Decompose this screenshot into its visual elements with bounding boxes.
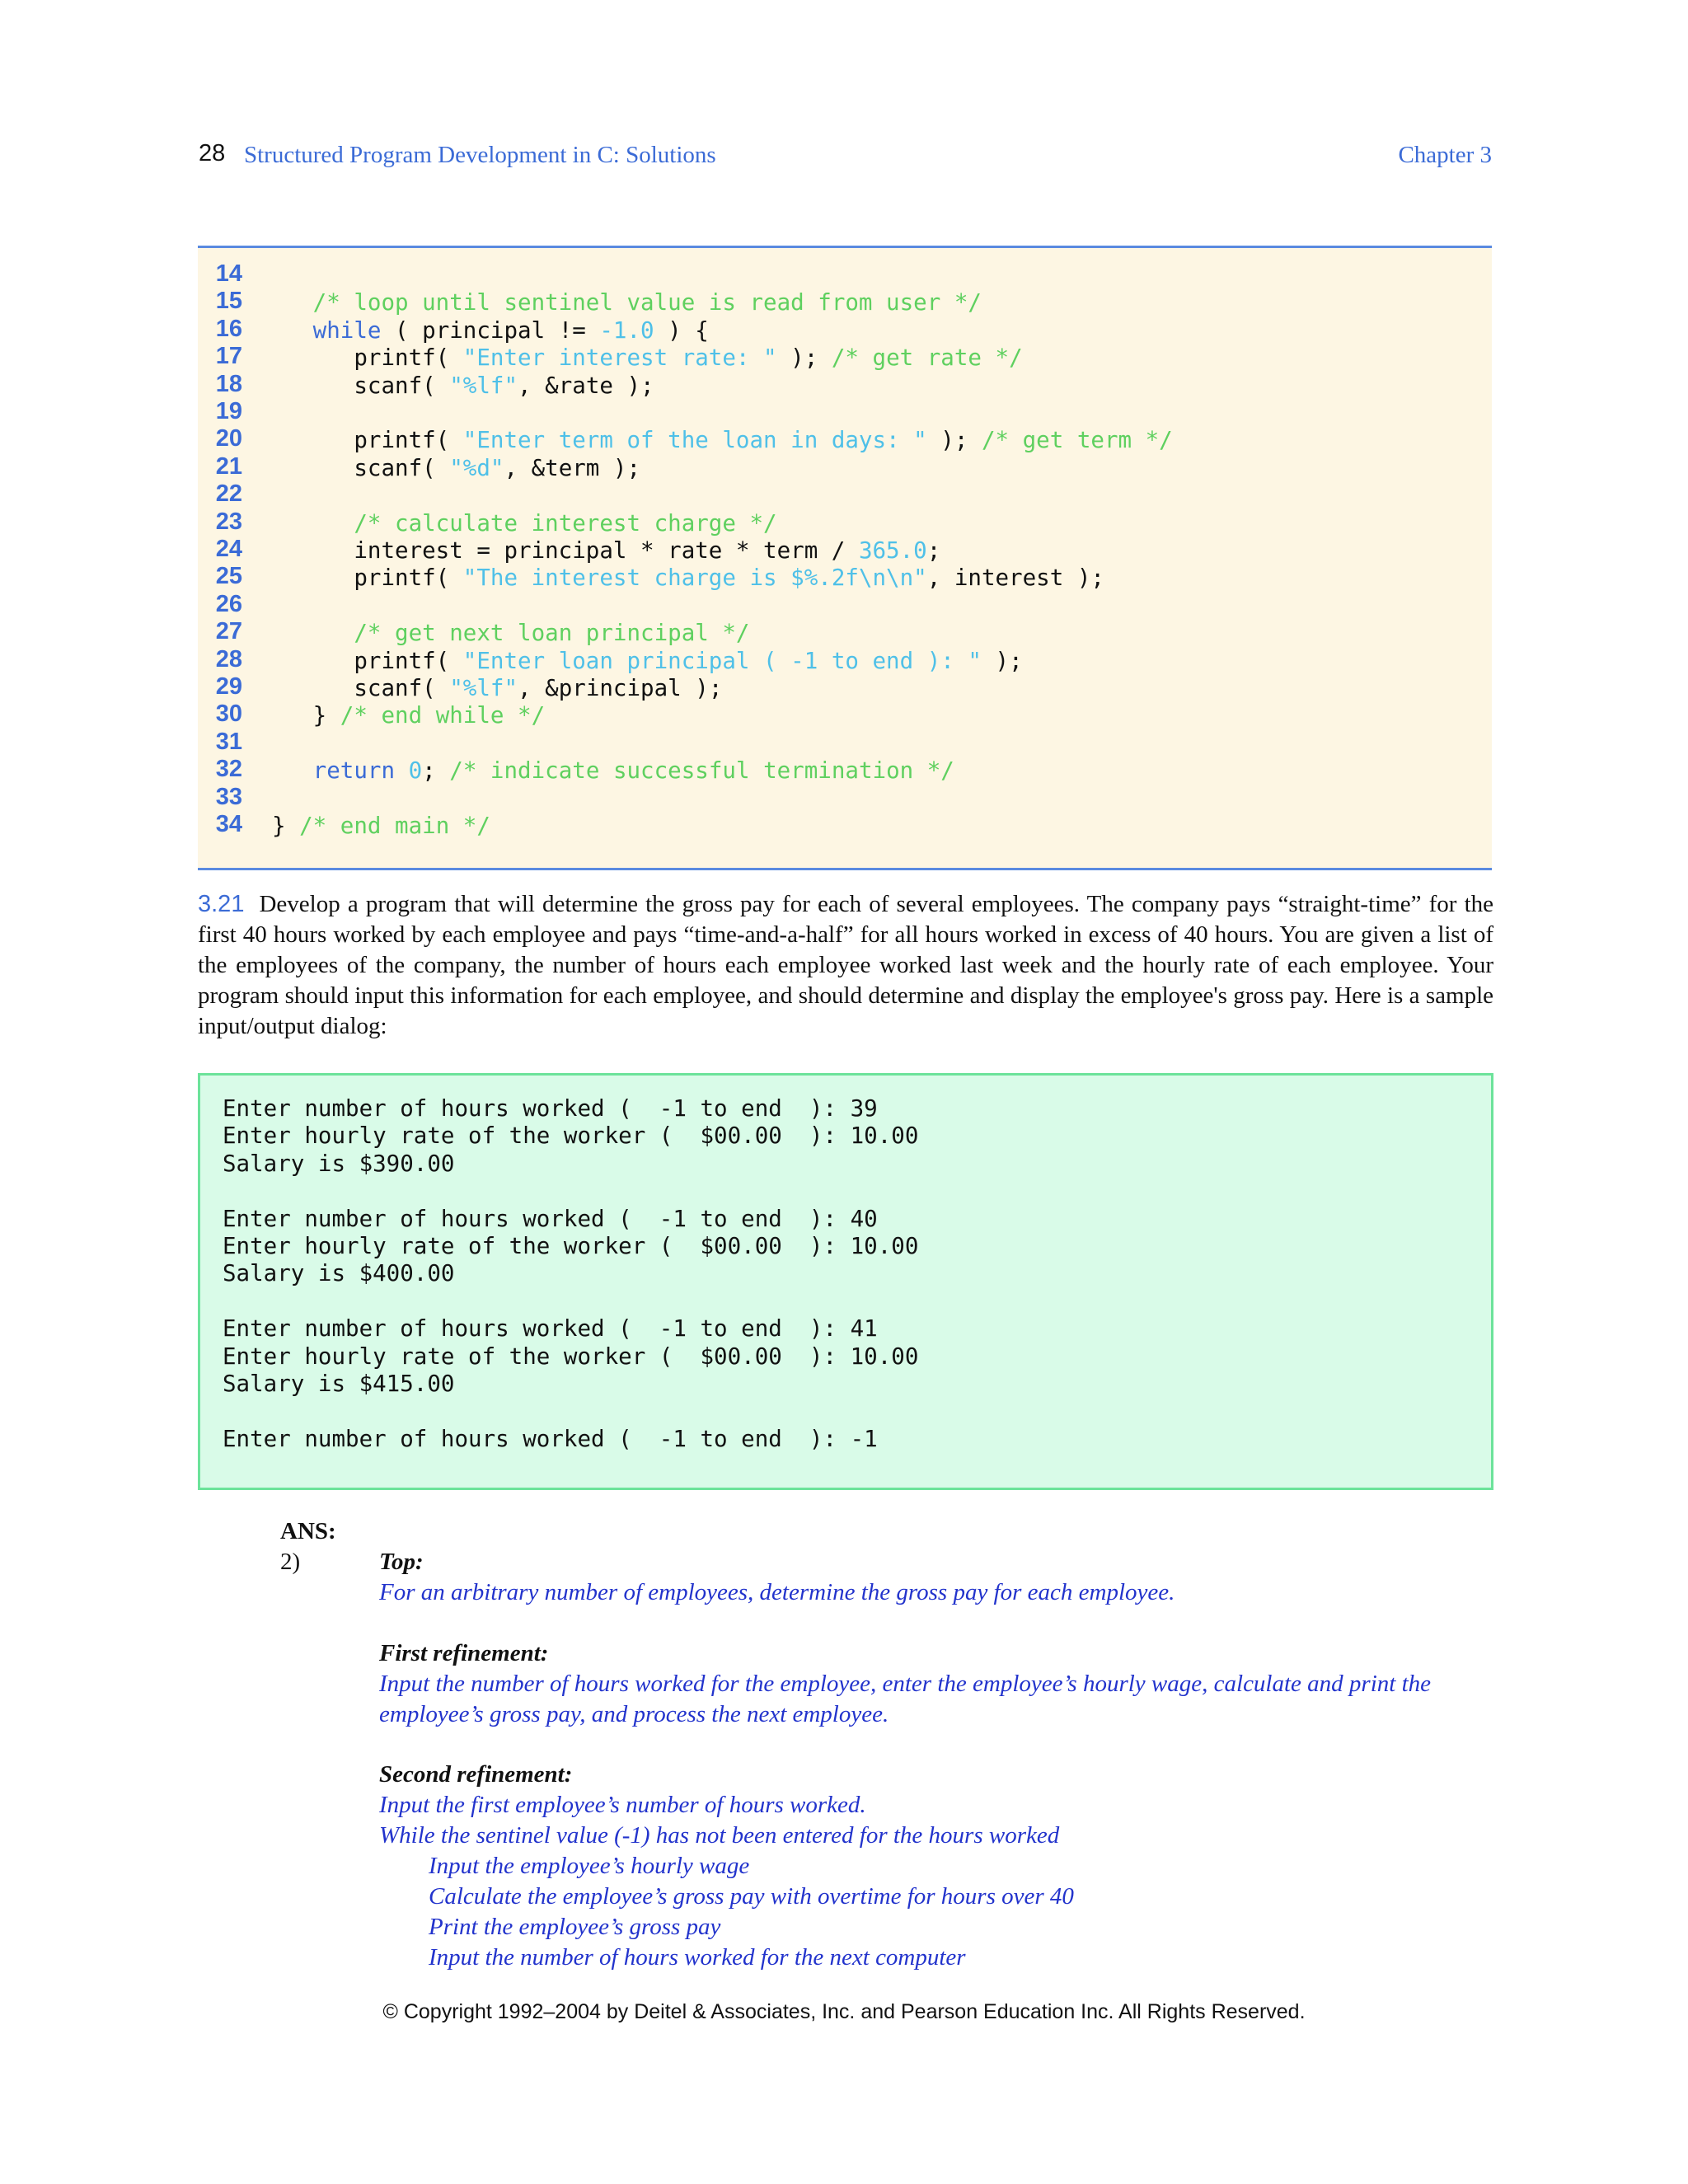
code-token: ; <box>926 537 941 564</box>
code-token: } <box>272 813 300 839</box>
code-line <box>272 427 1173 453</box>
code-token: ( principal != <box>381 316 600 344</box>
code-token: ); <box>776 344 832 372</box>
code-line <box>272 702 545 729</box>
code-token: "%lf" <box>449 372 518 399</box>
code-token: printf( <box>272 565 463 592</box>
second-refinement-line: Input the employee’s hourly wage <box>429 1853 750 1879</box>
code-token: , interest ); <box>926 565 1104 592</box>
code-token: ) { <box>654 316 709 344</box>
line-number: 30 <box>215 701 242 728</box>
code-token: , &term ); <box>504 454 641 481</box>
code-token: scanf( <box>272 372 450 399</box>
code-token: -1.0 <box>599 316 654 344</box>
code-token <box>272 757 313 784</box>
code-token: 0 <box>408 757 423 785</box>
code-token: /* get next loan principal */ <box>354 620 750 647</box>
dialog-line: Enter number of hours worked ( -1 to end ): 39 <box>223 1095 878 1122</box>
line-number: 15 <box>215 288 242 315</box>
code-token: ); <box>981 647 1023 674</box>
line-number: 24 <box>215 536 242 562</box>
code-token: "Enter loan principal ( -1 to end ): " <box>462 647 982 674</box>
code-token: printf( <box>272 344 463 372</box>
line-number: 17 <box>215 343 242 370</box>
top-text: For an arbitrary number of employees, determine the gross pay for each employee. <box>379 1579 1175 1605</box>
sample-dialog <box>198 1073 1493 1490</box>
dialog-line: Salary is $400.00 <box>223 1260 455 1287</box>
code-token: scanf( <box>272 675 450 701</box>
line-number: 32 <box>215 756 242 783</box>
code-token <box>272 289 313 316</box>
first-refinement-line: employee’s gross pay, and process the next employee. <box>379 1701 889 1727</box>
line-number: 33 <box>215 783 242 810</box>
answer-item-number: 2) <box>280 1549 301 1575</box>
problem-statement <box>198 889 1493 1042</box>
second-refinement-label: Second refinement: <box>379 1761 573 1788</box>
code-token: 365.0 <box>858 537 927 564</box>
line-number: 16 <box>215 315 242 342</box>
line-number: 18 <box>215 370 242 397</box>
code-token: "Enter term of the loan in days: " <box>462 427 927 454</box>
code-line <box>272 757 954 784</box>
first-refinement-label: First refinement: <box>379 1640 549 1666</box>
code-line <box>272 565 1104 591</box>
line-number: 29 <box>215 673 242 700</box>
code-token: interest = principal * rate * term / <box>272 537 859 564</box>
dialog-line: Enter number of hours worked ( -1 to end ): -1 <box>223 1425 878 1452</box>
line-number: 22 <box>215 480 242 508</box>
line-number: 34 <box>215 811 242 837</box>
code-token: /* loop until sentinel value is read from user */ <box>312 289 982 316</box>
dialog-line: Enter hourly rate of the worker ( $00.00 ): 10.00 <box>223 1343 919 1370</box>
code-line <box>272 813 490 839</box>
second-refinement-line: Input the first employee’s number of hours worked. <box>379 1792 866 1818</box>
dialog-line: Salary is $415.00 <box>223 1371 455 1397</box>
code-line <box>272 344 1023 371</box>
line-number: 25 <box>215 563 242 590</box>
code-line <box>272 317 709 344</box>
code-line <box>272 289 982 316</box>
code-token: while <box>312 316 382 344</box>
page-number: 28 <box>199 140 226 166</box>
code-token: , &principal ); <box>518 675 723 701</box>
code-token: /* get term */ <box>981 427 1173 454</box>
code-token: scanf( <box>272 454 450 481</box>
code-token: ); <box>926 427 982 454</box>
dialog-line: Enter number of hours worked ( -1 to end ): 40 <box>223 1205 878 1232</box>
code-line <box>272 648 1023 674</box>
line-number: 23 <box>215 508 242 535</box>
code-token: /* get rate */ <box>831 344 1023 372</box>
code-token: /* calculate interest charge */ <box>354 509 777 537</box>
code-token <box>395 757 409 784</box>
dialog-line: Enter hourly rate of the worker ( $00.00 ): 10.00 <box>223 1233 919 1259</box>
line-number: 28 <box>215 645 242 673</box>
code-line <box>272 455 640 481</box>
problem-text: Develop a program that will determine the gross pay for each of several employees. The company pays “straight-time” for the first 40 hours worked by each employee and pays “time-and-a-half” for all hours worked in excess of 40 hours. You are given a list of the employees of the company, the number of hours each employee worked last week and the hourly rate of each employee. Your program should input this information for each employee, and should determine and display the employee's gross pay. Here is a sample input/output dialog: <box>198 891 1493 1039</box>
line-number: 14 <box>215 260 242 287</box>
code-token: "Enter interest rate: " <box>462 344 777 372</box>
dialog-line: Enter number of hours worked ( -1 to end ): 41 <box>223 1315 878 1343</box>
code-line <box>272 537 940 564</box>
copyright-footer: © Copyright 1992–2004 by Deitel & Associates, Inc. and Pearson Education Inc. All Rights Reserved. <box>382 2000 1306 2023</box>
code-token: return <box>312 757 396 785</box>
code-token: "The interest charge is $%.2f\n\n" <box>462 565 927 592</box>
problem-number: 3.21 <box>198 891 245 917</box>
line-number: 21 <box>215 452 242 480</box>
code-token: "%d" <box>449 454 504 481</box>
code-listing <box>198 246 1492 870</box>
chapter-label: Chapter 3 <box>1398 142 1492 168</box>
line-number: 27 <box>215 618 242 645</box>
code-line <box>272 675 722 701</box>
code-token: /* end main */ <box>299 813 490 839</box>
code-token: printf( <box>272 647 463 674</box>
code-line <box>272 373 654 399</box>
code-token <box>272 317 313 344</box>
code-token <box>272 510 354 537</box>
line-number: 19 <box>215 398 242 424</box>
first-refinement-line: Input the number of hours worked for the employee, enter the employee’s hourly wage, calculate and print the <box>379 1671 1431 1697</box>
dialog-line: Salary is $390.00 <box>223 1150 455 1177</box>
code-token: , &rate ); <box>518 372 654 399</box>
code-token: } <box>272 702 340 729</box>
line-number: 20 <box>215 425 242 452</box>
code-token: "%lf" <box>449 675 518 701</box>
dialog-line: Enter hourly rate of the worker ( $00.00 ): 10.00 <box>223 1122 919 1150</box>
second-refinement-line: While the sentinel value (-1) has not been entered for the hours worked <box>379 1822 1060 1849</box>
line-number: 31 <box>215 728 242 755</box>
top-label: Top: <box>379 1549 424 1575</box>
answer-label: ANS: <box>280 1518 336 1544</box>
second-refinement-line: Input the number of hours worked for the next computer <box>429 1944 966 1971</box>
code-line <box>272 510 777 537</box>
second-refinement-line: Calculate the employee’s gross pay with overtime for hours over 40 <box>429 1883 1074 1910</box>
second-refinement-line: Print the employee’s gross pay <box>429 1914 721 1940</box>
code-token: /* end while */ <box>340 702 546 729</box>
code-token: ; <box>422 757 450 785</box>
code-token <box>272 620 354 646</box>
code-line <box>272 620 749 646</box>
code-token: /* indicate successful termination */ <box>449 757 954 785</box>
code-token: printf( <box>272 427 463 454</box>
line-number: 26 <box>215 590 242 617</box>
running-title: Structured Program Development in C: Solutions <box>244 142 716 168</box>
